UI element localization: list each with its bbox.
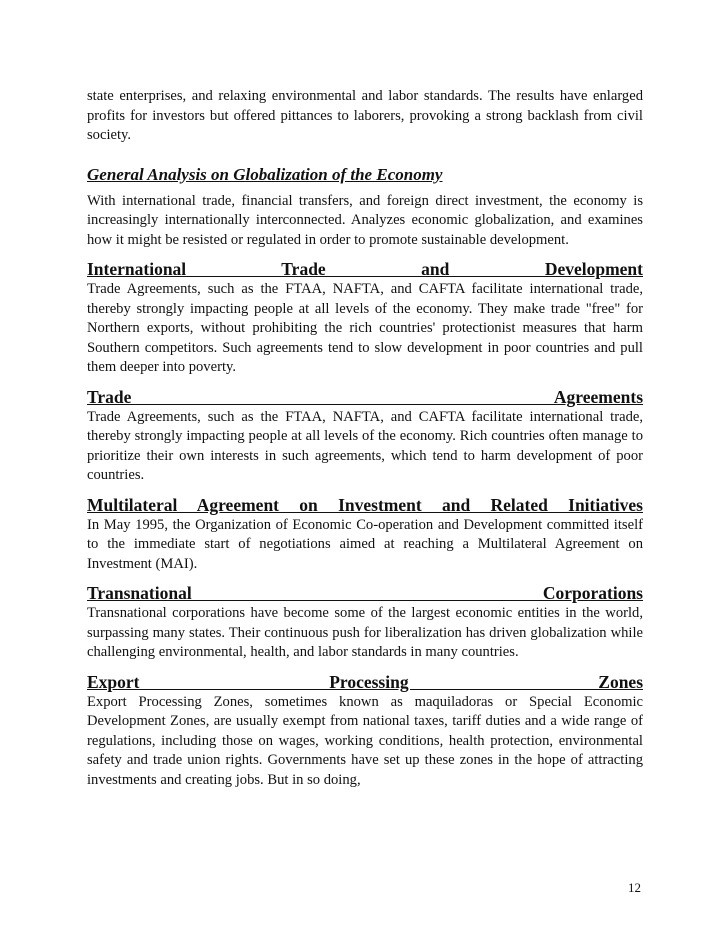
section-body-trade-agreements: Trade Agreements, such as the FTAA, NAFTA, and CAFTA facilitate international trade, thereby strongly impacting people at all levels of the economy. Rich countries often manage to prioritize their own interests in such agreements, which tend to harm development of poor countries. xyxy=(87,408,643,483)
page-number: 12 xyxy=(628,880,641,895)
document-page xyxy=(87,87,643,790)
lead-heading: General Analysis on Globalization of the Economy xyxy=(87,164,443,184)
lead-body: With international trade, financial transfers, and foreign direct investment, the economy is increasingly internationally interconnected. Analyzes economic globalization, and examines how it might be resisted or regulated in order to promote sustainable development. xyxy=(87,192,643,248)
section-body-international-trade: Trade Agreements, such as the FTAA, NAFTA, and CAFTA facilitate international trade, thereby strongly impacting people at all levels of the economy. They make trade "free" for Northern exports, without prohibiting the rich countries' protectionist measures that harm Southern competitors. Such agreements tend to slow development in poor countries and pull them deeper into poverty. xyxy=(87,281,643,375)
section-heading-trade-agreements: Trade Agreements xyxy=(87,386,643,407)
section-body-multilateral-agreement: In May 1995, the Organization of Economic Co-operation and Development committed itself to the immediate start of negotiations aimed at reaching a Multilateral Agreement on Investment (MAI). xyxy=(87,516,643,572)
section-body-export-processing-zones: Export Processing Zones, sometimes known as maquiladoras or Special Economic Development Zones, are usually exempt from national taxes, tariff duties and a wide range of regulations, including those on wages, working conditions, health protection, environmental safety and trade union rights. Governments have set up these zones in the hope of attracting investments and creating jobs. But in so doing, xyxy=(87,693,643,788)
section-heading-export-processing-zones: Export Processing Zones xyxy=(87,671,643,692)
section-heading-multilateral-agreement: Multilateral Agreement on Investment and Related Initiatives xyxy=(87,494,643,515)
section-heading-international-trade: International Trade and Development xyxy=(87,259,643,279)
section-heading-transnational-corporations: Transnational Corporations xyxy=(87,583,643,603)
intro-paragraph: state enterprises, and relaxing environmental and labor standards. The results have enlarged profits for investors but offered pittances to laborers, provoking a strong backlash from civil society. xyxy=(87,88,643,143)
section-body-transnational-corporations: Transnational corporations have become some of the largest economic entities in the world, surpassing many states. Their continuous push for liberalization has driven globalization while challenging environmental, health, and labor standards in many countries. xyxy=(87,605,643,660)
